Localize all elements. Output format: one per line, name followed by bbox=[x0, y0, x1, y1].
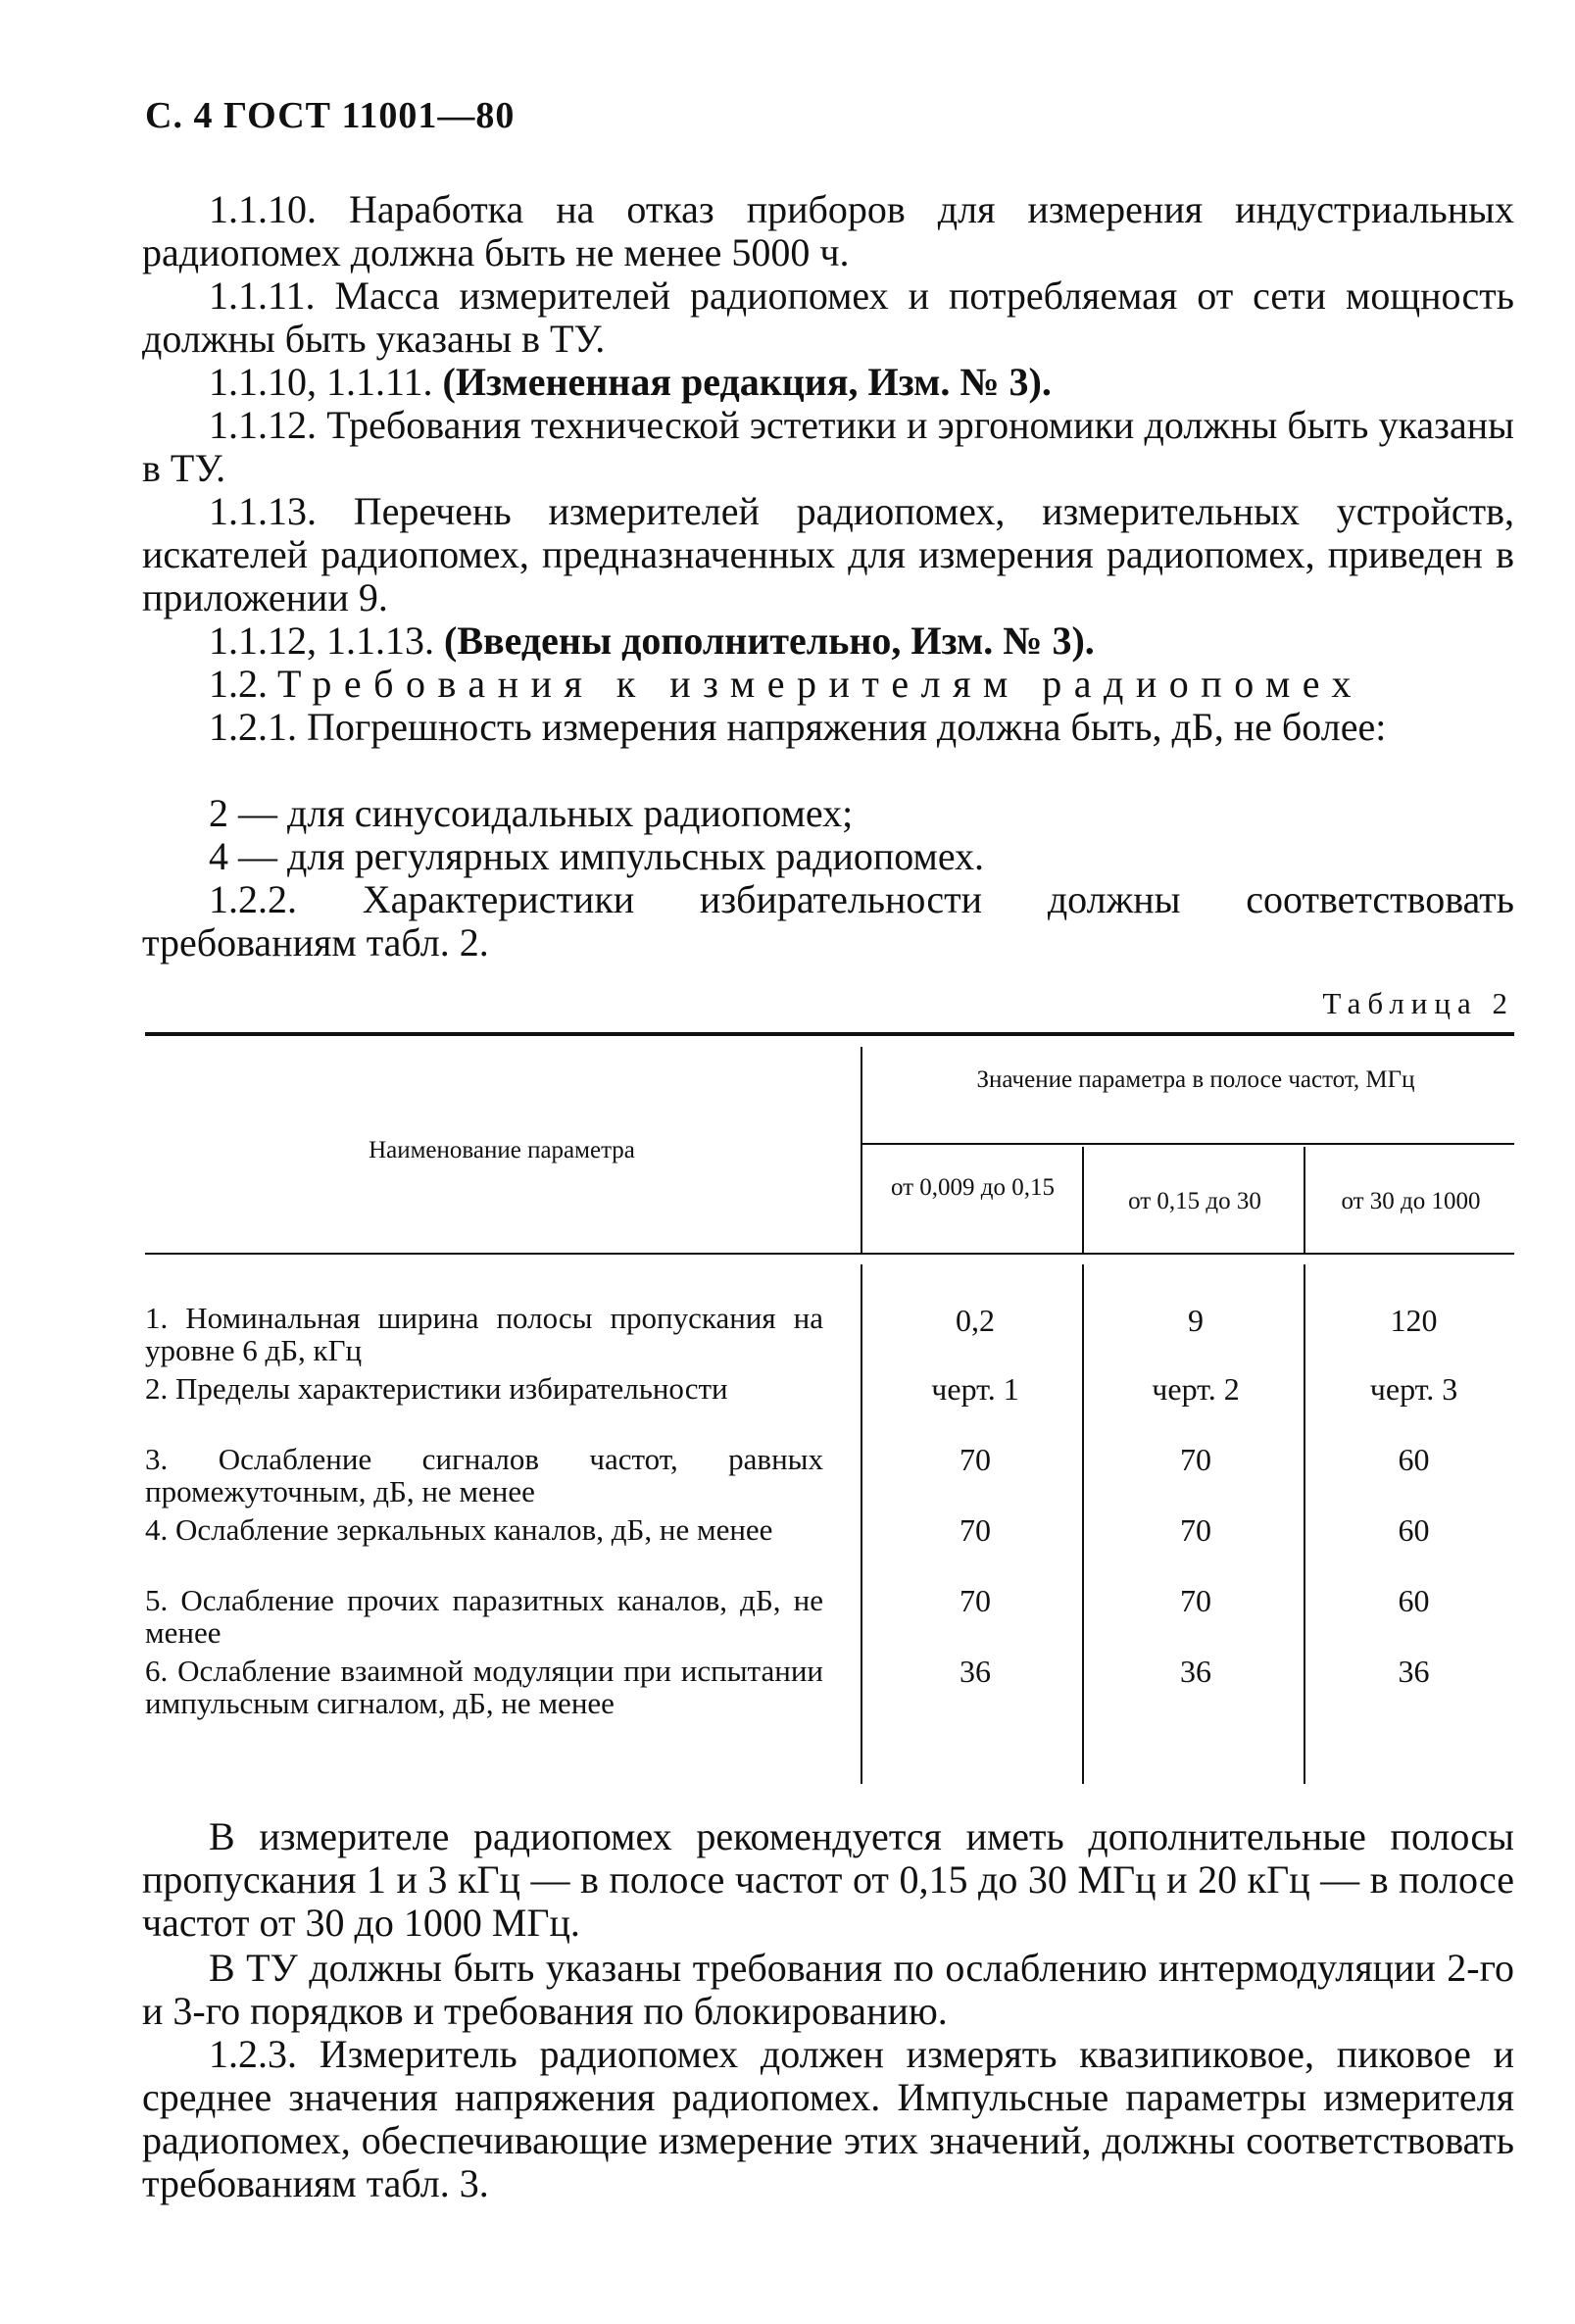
column-header-band-3: от 30 до 1000 bbox=[1341, 1188, 1481, 1214]
table-cell: черт. 1 bbox=[931, 1371, 1019, 1407]
amendment-refs: 1.1.10, 1.1.11. bbox=[209, 360, 443, 404]
paragraph-1-2-1: 1.2.1. Погрешность измерения напряжения должна быть, дБ, не более: bbox=[209, 705, 1387, 749]
table-cell: 70 bbox=[960, 1442, 991, 1477]
table-row-name: 6. Ослабление взаимной модуляции при испытании импульсным сигналом, дБ, не менее bbox=[145, 1654, 823, 1720]
paragraph-amendment-note-2 bbox=[142, 619, 1514, 663]
table-cell: 0,2 bbox=[956, 1303, 995, 1338]
column-header-group: Значение параметра в полосе частот, МГц bbox=[976, 1066, 1415, 1093]
page-header: С. 4 ГОСТ 11001—80 bbox=[145, 95, 516, 136]
paragraph-1-1-13: 1.1.13. Перечень измерителей радиопомех, измерительных устройств, искателей радиопомех, предназначенных для измерения радиопомех, приведен в приложении 9. bbox=[142, 489, 1514, 619]
amendment-text: (Введены дополнительно, Изм. № 3). bbox=[444, 618, 1095, 663]
table-cell: 70 bbox=[1180, 1512, 1211, 1548]
table-cell: 70 bbox=[960, 1583, 991, 1618]
table-divider bbox=[1082, 1147, 1084, 1253]
table-cell: 60 bbox=[1398, 1512, 1430, 1548]
table-divider bbox=[861, 1264, 862, 1784]
paragraph-1-1-11: 1.1.11. Масса измерителей радиопомех и потребляемая от сети мощность должны быть указаны в ТУ. bbox=[142, 273, 1514, 361]
table-top-rule bbox=[145, 1032, 1514, 1036]
paragraph-1-1-10: 1.1.10. Наработка на отказ приборов для измерения индустриальных радиопомех должна быть не менее 5000 ч. bbox=[142, 187, 1514, 274]
section-title: Требования к измерителям радиопомех bbox=[277, 662, 1363, 706]
paragraph-amendment-note-1 bbox=[142, 361, 1514, 404]
paragraph-1-1-12: 1.1.12. Требования технической эстетики и эргономики должны быть указаны в ТУ. bbox=[142, 403, 1514, 490]
table-header-bottom-rule bbox=[145, 1253, 1514, 1255]
section-heading-1-2 bbox=[142, 663, 1514, 706]
column-header-band-1: от 0,009 до 0,15 bbox=[890, 1174, 1056, 1201]
table-divider bbox=[1082, 1264, 1084, 1784]
table-divider bbox=[1304, 1264, 1305, 1784]
paragraph-1-2-2: 1.2.2. Характеристики избирательности должны соответствовать требованиям табл. 2. bbox=[142, 877, 1514, 964]
column-header-parameter: Наименование параметра bbox=[369, 1137, 635, 1163]
table-caption: Таблица 2 bbox=[1322, 986, 1514, 1020]
amendment-text: (Измененная редакция, Изм. № 3). bbox=[442, 360, 1052, 404]
paragraph-intermodulation: В ТУ должны быть указаны требования по ослаблению интермодуляции 2-го и 3-го порядков и требования по блокированию. bbox=[142, 1946, 1514, 2033]
table-cell: 60 bbox=[1398, 1442, 1430, 1477]
table-row-name: 4. Ослабление зеркальных каналов, дБ, не менее bbox=[145, 1512, 773, 1547]
table-row-name: 2. Пределы характеристики избирательности bbox=[145, 1371, 728, 1406]
table-cell: 120 bbox=[1390, 1303, 1438, 1338]
table-row-name: 5. Ослабление прочих паразитных каналов, дБ, не менее bbox=[145, 1583, 823, 1650]
table-divider bbox=[861, 1047, 862, 1253]
table-row-name: 1. Номинальная ширина полосы пропускания на уровне 6 дБ, кГц bbox=[145, 1301, 823, 1367]
paragraph-1-2-1-item-a: 2 — для синусоидальных радиопомех; bbox=[209, 791, 854, 835]
table-cell: 70 bbox=[1180, 1583, 1211, 1618]
table-cell: 9 bbox=[1188, 1303, 1204, 1338]
table-subheader-rule bbox=[862, 1143, 1514, 1145]
table-row-name: 3. Ослабление сигналов частот, равных промежуточным, дБ, не менее bbox=[145, 1442, 823, 1508]
table-cell: черт. 2 bbox=[1152, 1371, 1240, 1407]
section-number: 1.2. bbox=[209, 662, 277, 706]
table-cell: 36 bbox=[960, 1654, 991, 1689]
table-cell: 36 bbox=[1180, 1654, 1211, 1689]
table-cell: 36 bbox=[1398, 1654, 1430, 1689]
table-cell: 60 bbox=[1398, 1583, 1430, 1618]
table-cell: 70 bbox=[1180, 1442, 1211, 1477]
table-cell: 70 bbox=[960, 1512, 991, 1548]
table-divider bbox=[1304, 1147, 1305, 1253]
column-header-band-2: от 0,15 до 30 bbox=[1128, 1188, 1261, 1214]
paragraph-1-2-3: 1.2.3. Измеритель радиопомех должен измерять квазипиковое, пиковое и среднее значения напряжения радиопомех. Импульсные параметры измерителя радиопомех, обеспечивающие измерение этих значений, должны соответствовать требованиям табл. 3. bbox=[142, 2032, 1514, 2205]
paragraph-additional-bands: В измерителе радиопомех рекомендуется иметь дополнительные полосы пропускания 1 и 3 кГц — в полосе частот от 0,15 до 30 МГц и 20 кГц — в полосе частот от 30 до 1000 МГц. bbox=[142, 1814, 1514, 1945]
amendment-refs: 1.1.12, 1.1.13. bbox=[209, 618, 444, 663]
table-cell: черт. 3 bbox=[1369, 1371, 1458, 1407]
paragraph-1-2-1-item-b: 4 — для регулярных импульсных радиопомех. bbox=[209, 834, 985, 878]
